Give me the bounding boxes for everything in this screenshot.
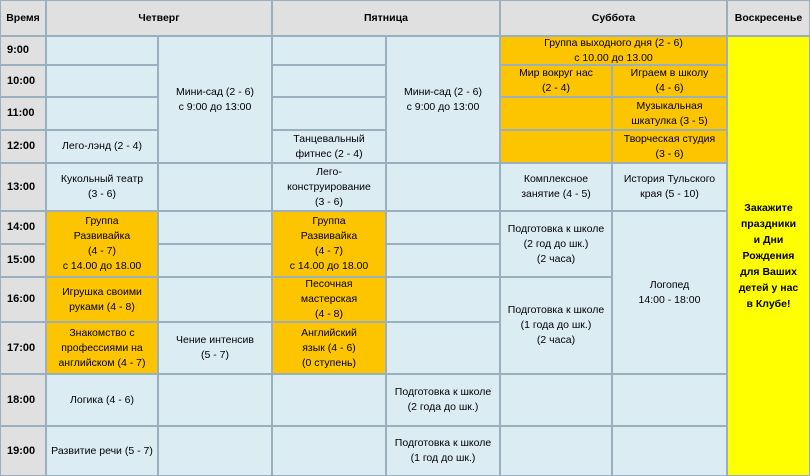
sat-c1-18 [500, 374, 612, 426]
sat-c1-11 [500, 97, 612, 130]
thu-mini-sad: Мини-сад (2 - 6) с 9:00 до 13:00 [158, 36, 272, 163]
fri-dance-fitness: Танцевальный фитнес (2 - 4) [272, 130, 386, 163]
sat-c1-12 [500, 130, 612, 163]
time-12: 12:00 [0, 130, 46, 163]
fri-c2-17 [386, 322, 500, 374]
header-sunday: Воскресенье [727, 0, 810, 36]
sat-school-prep-2y: Подготовка к школе (2 год до шк.) (2 часа) [500, 211, 612, 277]
time-13: 13:00 [0, 163, 46, 211]
fri-c1-10 [272, 65, 386, 97]
fri-razvivaika: Группа Развивайка (4 - 7) с 14.00 до 18.00 [272, 211, 386, 277]
thu-c2-16 [158, 277, 272, 322]
sat-c2-19 [612, 426, 727, 476]
fri-lego-construct: Лего- конструирование (3 - 6) [272, 163, 386, 211]
fri-school-prep-1y: Подготовка к школе (1 год до шк.) [386, 426, 500, 476]
thu-c2-15 [158, 244, 272, 277]
fri-english: Английский язык (4 - 6) (0 ступень) [272, 322, 386, 374]
thu-lego-land: Лего-лэнд (2 - 4) [46, 130, 158, 163]
time-18: 18:00 [0, 374, 46, 426]
header-friday: Пятница [272, 0, 500, 36]
sat-music-box: Музыкальная шкатулка (3 - 5) [612, 97, 727, 130]
fri-c1-9 [272, 36, 386, 65]
fri-c2-16 [386, 277, 500, 322]
fri-sand-workshop: Песочная мастерская (4 - 8) [272, 277, 386, 322]
thu-professions-en: Знакомство с профессиями на английском (4 - 7) [46, 322, 158, 374]
time-16: 16:00 [0, 277, 46, 322]
sat-world-around: Мир вокруг нас (2 - 4) [500, 65, 612, 97]
thu-logic: Логика (4 - 6) [46, 374, 158, 426]
thu-c2-14 [158, 211, 272, 244]
header-thursday: Четверг [46, 0, 272, 36]
header-time: Время [0, 0, 46, 36]
thu-c1-10 [46, 65, 158, 97]
thu-razvivaika: Группа Развивайка (4 - 7) с 14.00 до 18.00 [46, 211, 158, 277]
time-19: 19:00 [0, 426, 46, 476]
sat-weekend-group: Группа выходного дня (2 - 6) с 10.00 до 13.00 [500, 36, 727, 65]
thu-c2-13 [158, 163, 272, 211]
time-9: 9:00 [0, 36, 46, 65]
sat-c2-18 [612, 374, 727, 426]
thu-reading-intensive: Чение интенсив (5 - 7) [158, 322, 272, 374]
fri-c2-15 [386, 244, 500, 277]
thu-c1-11 [46, 97, 158, 130]
time-15: 15:00 [0, 244, 46, 277]
sat-tula-history: История Тульского края (5 - 10) [612, 163, 727, 211]
sun-promo: Закажите праздники и Дни Рождения для Ваших детей у нас в Клубе! [727, 36, 810, 476]
sat-creative-studio: Творческая студия (3 - 6) [612, 130, 727, 163]
fri-c2-14 [386, 211, 500, 244]
sat-c1-19 [500, 426, 612, 476]
sat-complex-lesson: Комплексное занятие (4 - 5) [500, 163, 612, 211]
fri-mini-sad: Мини-сад (2 - 6) с 9:00 до 13:00 [386, 36, 500, 163]
thu-c2-19 [158, 426, 272, 476]
time-11: 11:00 [0, 97, 46, 130]
time-17: 17:00 [0, 322, 46, 374]
header-saturday: Суббота [500, 0, 727, 36]
sat-speech-therapist: Логопед 14:00 - 18:00 [612, 211, 727, 374]
time-10: 10:00 [0, 65, 46, 97]
time-14: 14:00 [0, 211, 46, 244]
thu-c2-18 [158, 374, 272, 426]
fri-c1-11 [272, 97, 386, 130]
thu-speech: Развитие речи (5 - 7) [46, 426, 158, 476]
thu-toy-hands: Игрушка своими руками (4 - 8) [46, 277, 158, 322]
fri-c1-19 [272, 426, 386, 476]
thu-puppet-theatre: Кукольный театр (3 - 6) [46, 163, 158, 211]
sat-school-prep-1y: Подготовка к школе (1 года до шк.) (2 часа) [500, 277, 612, 374]
fri-school-prep-2y: Подготовка к школе (2 года до шк.) [386, 374, 500, 426]
fri-c1-18 [272, 374, 386, 426]
thu-c1-9 [46, 36, 158, 65]
sat-play-school: Играем в школу (4 - 6) [612, 65, 727, 97]
fri-c2-13 [386, 163, 500, 211]
